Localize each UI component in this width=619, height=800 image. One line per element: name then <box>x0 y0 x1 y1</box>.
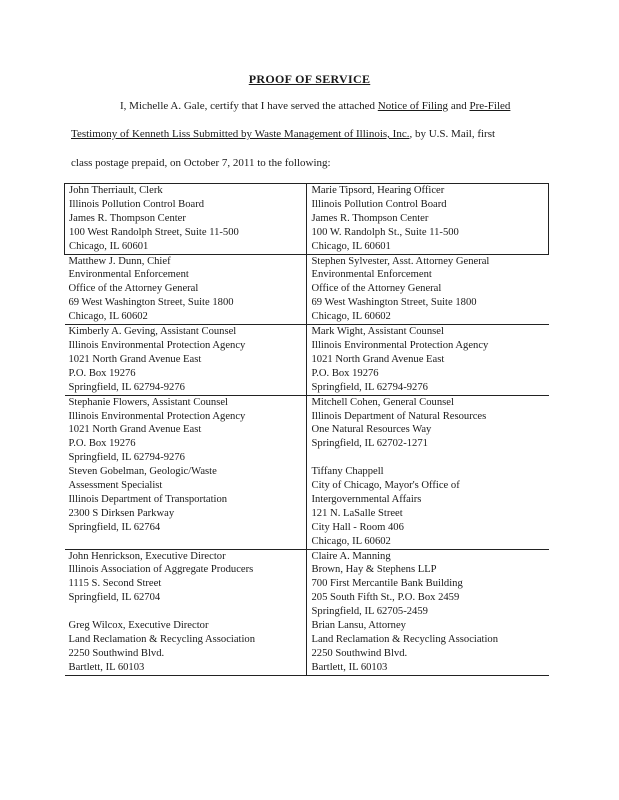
address-line: Springfield, IL 62704 <box>68 592 161 604</box>
address-line: Chicago, IL 60601 <box>311 240 391 252</box>
service-row <box>65 184 549 255</box>
intro-mail-text: , by U.S. Mail, first <box>409 128 496 140</box>
address-line: One Natural Resources Way <box>311 424 432 436</box>
address-line: 205 South Fifth St., P.O. Box 2459 <box>311 592 460 604</box>
intro-line-3 <box>71 157 551 170</box>
service-row <box>65 465 549 549</box>
testimony-title-link: Testimony of Kenneth Liss Submitted by Waste Management of Illinois, Inc. <box>71 128 410 140</box>
address-line: Springfield, IL 62705-2459 <box>311 606 428 618</box>
address-line: Springfield, IL 62764 <box>68 521 161 533</box>
notice-of-filing-link: Notice of Filing <box>377 100 449 112</box>
address-line: Brown, Hay & Stephens LLP <box>311 564 437 576</box>
recipient-name: Mark Wight, Assistant Counsel <box>311 326 444 338</box>
address-line: James R. Thompson Center <box>311 212 429 224</box>
recipient-address-right <box>306 465 549 549</box>
service-row <box>65 619 549 675</box>
address-line: Springfield, IL 62794-9276 <box>68 381 185 393</box>
recipient-name: Stephen Sylvester, Asst. Attorney General <box>311 255 490 267</box>
address-line: Assessment Specialist <box>68 480 163 492</box>
service-row <box>65 325 549 396</box>
recipient-address-right <box>306 619 549 675</box>
address-line: Environmental Enforcement <box>311 269 432 281</box>
address-line: James R. Thompson Center <box>69 212 186 224</box>
recipient-name: Claire A. Manning <box>311 550 391 562</box>
address-line: Springfield, IL 62794-9276 <box>311 381 428 393</box>
address-line: Illinois Environmental Protection Agency <box>311 339 489 351</box>
address-line: 2250 Southwind Blvd. <box>311 647 408 659</box>
address-line: Chicago, IL 60602 <box>311 535 391 547</box>
address-line: Chicago, IL 60602 <box>68 311 148 323</box>
recipient-address-right <box>306 325 549 396</box>
address-line: 100 W. Randolph St., Suite 11-500 <box>311 226 459 238</box>
recipient-address-right <box>306 184 549 255</box>
address-line: Land Reclamation & Recycling Association <box>311 634 499 645</box>
service-row <box>65 254 549 325</box>
address-line: Illinois Pollution Control Board <box>311 198 447 210</box>
page-title: PROOF OF SERVICE <box>248 72 371 86</box>
intro-and: and <box>448 100 470 112</box>
intro-date-text: class postage prepaid, on October 7, 2011 to the following: <box>71 157 331 169</box>
address-line: Chicago, IL 60602 <box>311 311 391 323</box>
recipient-address-right <box>306 395 549 465</box>
recipient-name: Marie Tipsord, Hearing Officer <box>311 185 445 196</box>
recipient-name: Kimberly A. Geving, Assistant Counsel <box>68 326 237 338</box>
address-line: Bartlett, IL 60103 <box>311 661 388 673</box>
recipient-address-left <box>65 619 307 675</box>
intro-line-2 <box>71 128 551 141</box>
service-row <box>65 395 549 465</box>
recipient-name: Greg Wilcox, Executive Director <box>68 620 209 632</box>
recipient-address-right <box>306 549 549 619</box>
address-line: Springfield, IL 62702-1271 <box>311 438 428 450</box>
recipient-name: Matthew J. Dunn, Chief <box>68 255 171 267</box>
recipient-name: Mitchell Cohen, General Counsel <box>311 396 454 408</box>
address-line: 100 West Randolph Street, Suite 11-500 <box>69 226 239 238</box>
address-line: City of Chicago, Mayor's Office of <box>311 480 460 492</box>
pre-filed-link: Pre-Filed <box>469 100 511 112</box>
recipient-name: Tiffany Chappell <box>311 466 384 478</box>
service-list-table <box>64 183 549 676</box>
address-line: Illinois Environmental Protection Agency <box>68 410 246 422</box>
address-line: Illinois Association of Aggregate Producers <box>68 564 254 576</box>
recipient-name: Brian Lansu, Attorney <box>311 620 406 632</box>
address-line: 69 West Washington Street, Suite 1800 <box>68 297 234 309</box>
address-line: Illinois Department of Transportation <box>68 493 228 505</box>
recipient-address-left <box>65 254 307 325</box>
address-line: 1021 North Grand Avenue East <box>311 353 445 365</box>
address-line: 1021 North Grand Avenue East <box>68 353 202 365</box>
address-line: Land Reclamation & Recycling Association <box>68 634 256 645</box>
address-line: Intergovernmental Affairs <box>311 493 422 505</box>
address-line: 1021 North Grand Avenue East <box>68 424 202 436</box>
address-line: 1115 S. Second Street <box>68 578 162 590</box>
address-line: Illinois Department of Natural Resources <box>311 410 487 422</box>
recipient-address-left <box>65 184 307 255</box>
address-line: City Hall - Room 406 <box>311 521 404 533</box>
recipient-name: John Therriault, Clerk <box>69 185 163 196</box>
address-line: Office of the Attorney General <box>68 283 199 295</box>
recipient-address-left <box>65 325 307 396</box>
intro-line-1 <box>120 100 600 113</box>
address-line: P.O. Box 19276 <box>68 367 136 379</box>
address-line: Illinois Pollution Control Board <box>69 198 205 210</box>
recipient-address-left <box>65 395 307 465</box>
address-line: Office of the Attorney General <box>311 283 442 295</box>
recipient-name: John Henrickson, Executive Director <box>68 550 226 562</box>
address-line: Chicago, IL 60601 <box>69 240 149 252</box>
address-line: Bartlett, IL 60103 <box>68 661 145 673</box>
address-line: 2250 Southwind Blvd. <box>68 647 165 659</box>
address-line: P.O. Box 19276 <box>311 367 379 379</box>
address-line: Illinois Environmental Protection Agency <box>68 339 246 351</box>
recipient-address-left <box>65 465 307 549</box>
address-line: P.O. Box 19276 <box>68 438 136 450</box>
service-row <box>65 549 549 619</box>
address-line: 69 West Washington Street, Suite 1800 <box>311 297 477 309</box>
recipient-name: Steven Gobelman, Geologic/Waste <box>68 466 217 478</box>
address-line: Environmental Enforcement <box>68 269 189 281</box>
address-line: Springfield, IL 62794-9276 <box>68 452 185 464</box>
address-line: 700 First Mercantile Bank Building <box>311 578 463 590</box>
address-line: 121 N. LaSalle Street <box>311 507 403 519</box>
intro-text: I, Michelle A. Gale, certify that I have served the attached <box>120 100 378 112</box>
address-line: 2300 S Dirksen Parkway <box>68 507 175 519</box>
recipient-address-right <box>306 254 549 325</box>
recipient-address-left <box>65 549 307 619</box>
recipient-name: Stephanie Flowers, Assistant Counsel <box>68 396 228 408</box>
